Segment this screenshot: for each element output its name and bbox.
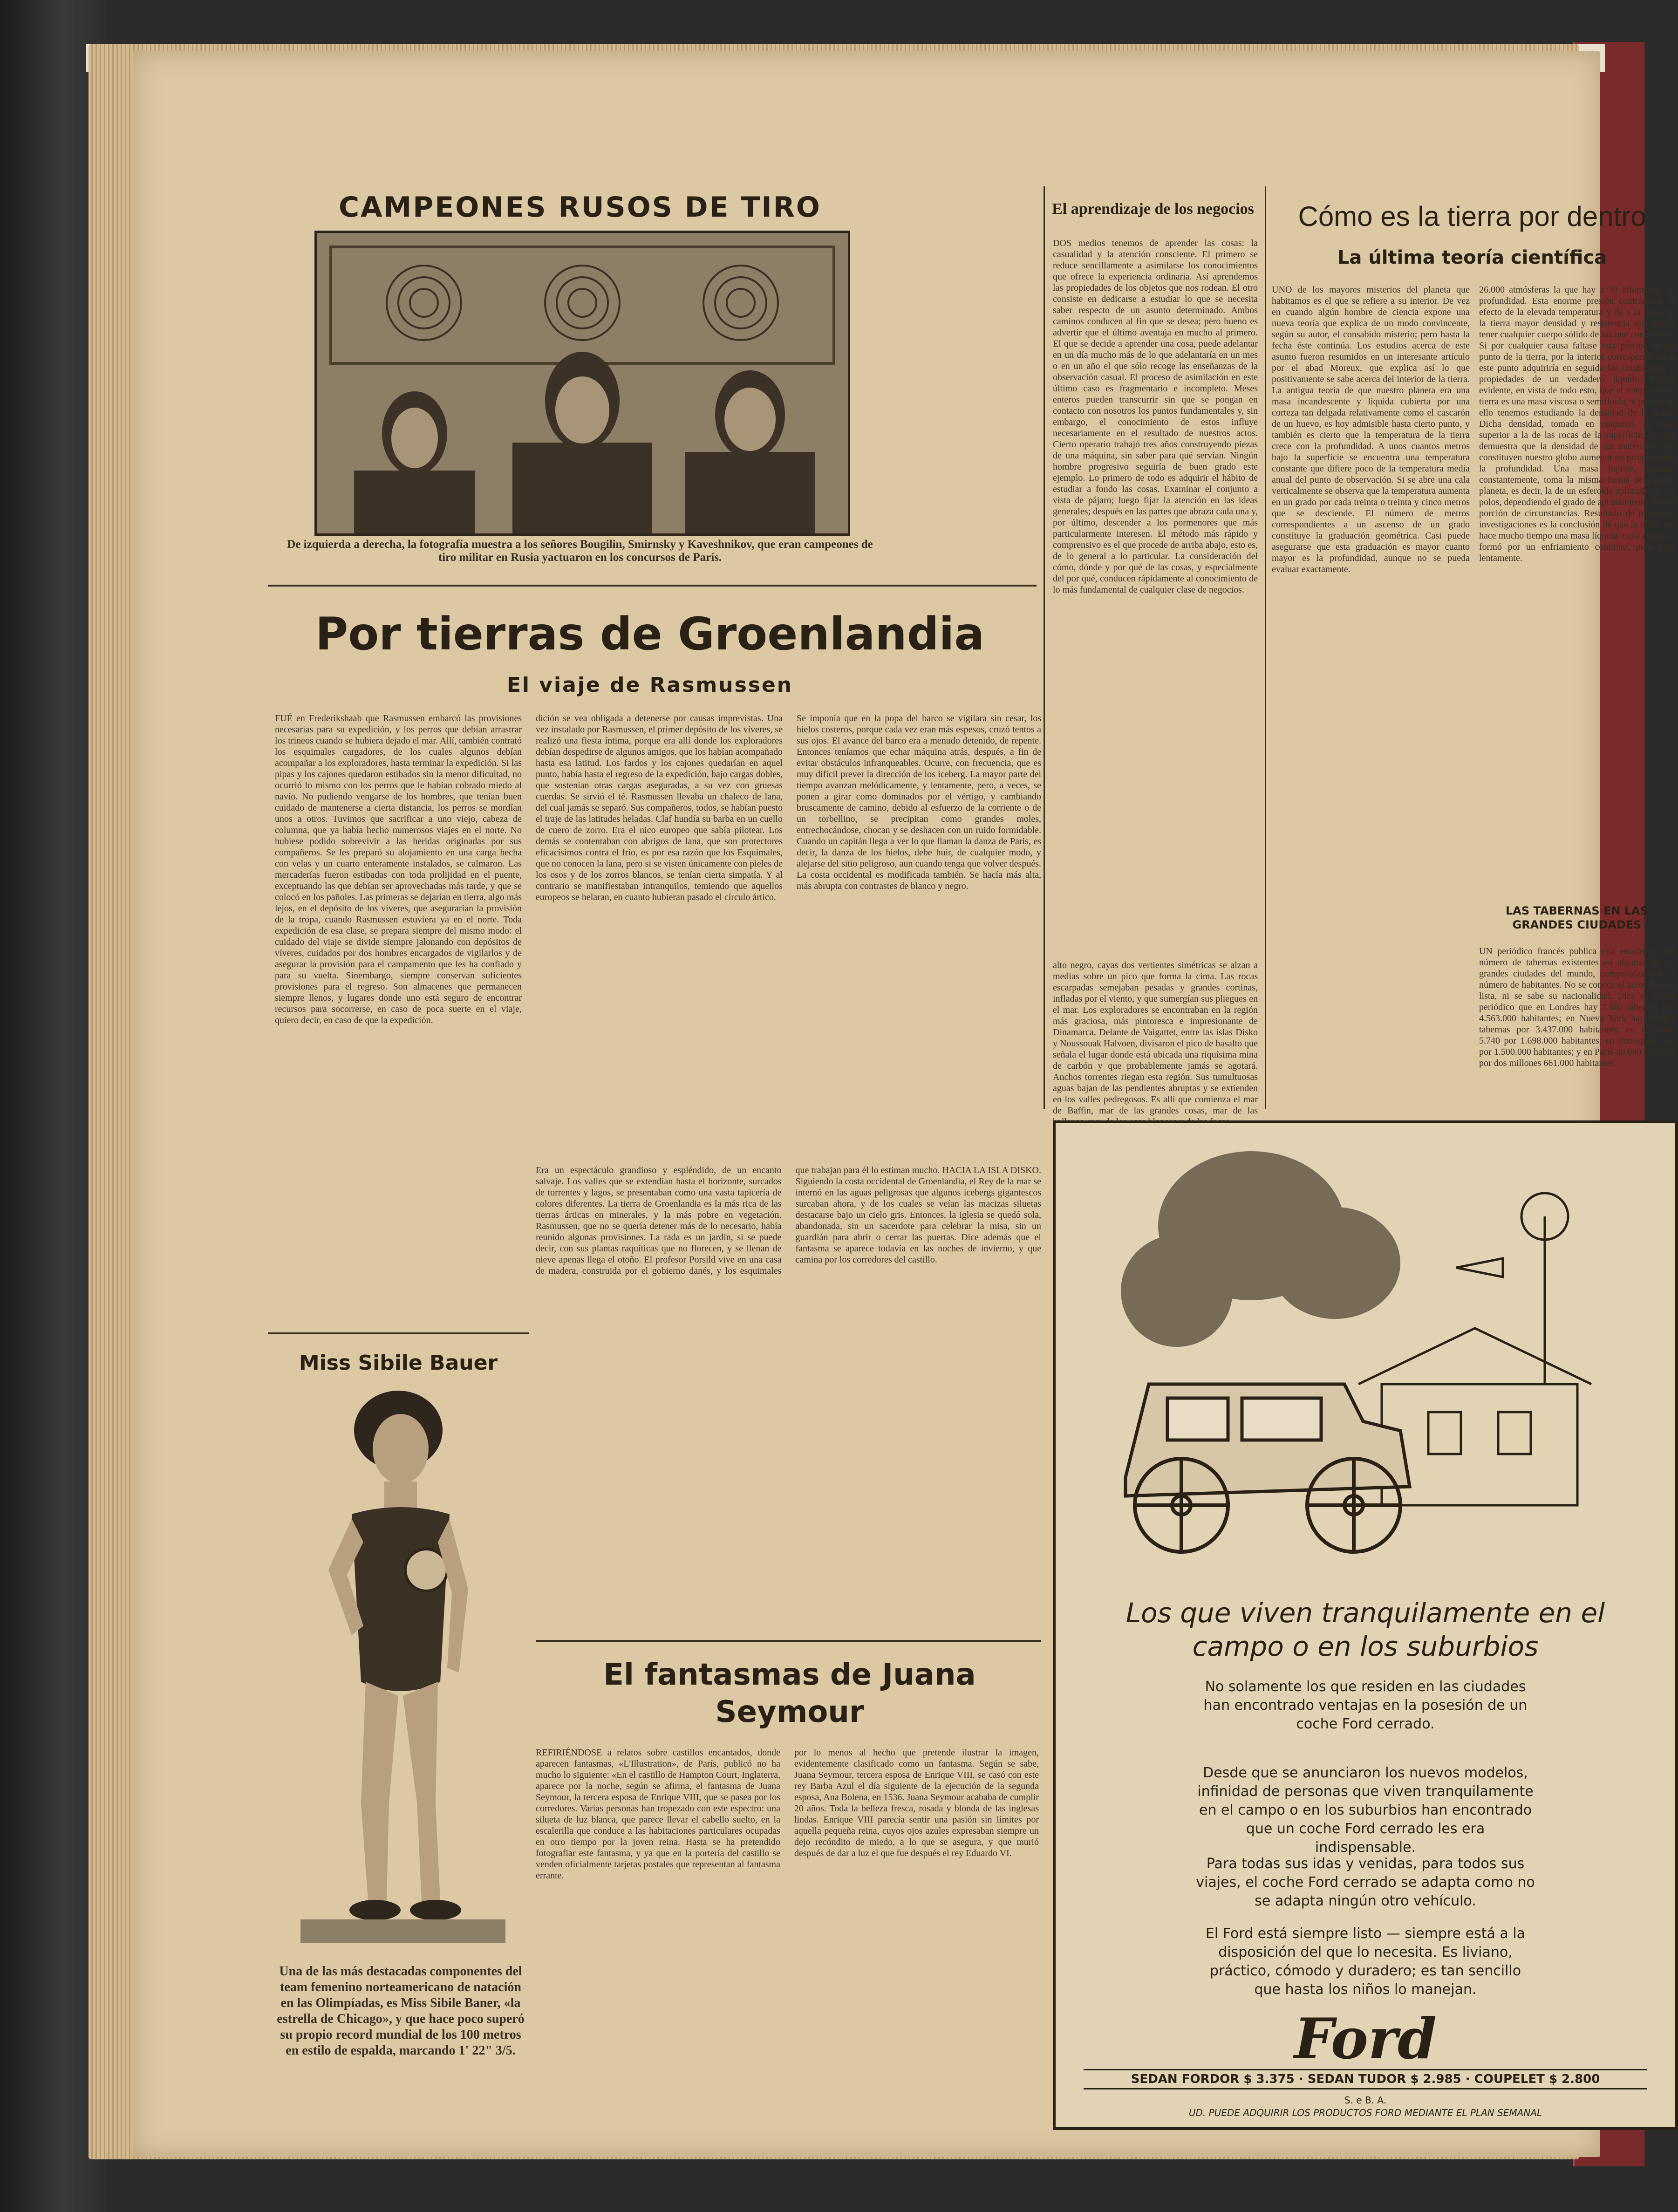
tierra-col1: UNO de los mayores misterios del planeta que habitamos es el que se refiere a su interior. De vez en cuando algún hombre de ciencia expone una nueva teoría que explica de un modo convincente, según su autor, el consabido misterio; pero hasta la fecha éste continúa. Los estudios acerca de este asunto fueron resumidos en un interesante artículo por el abad Moreux, que explica así lo que positivamente se sabe acerca del interior de la tierra. La antigua teoría de que nuestro planeta era una masa incandescente y líquida cubierta por una corteza tan delgada relativamente como el cascarón de un huevo, es hoy admisible hasta cierto punto, y también es cierto que la temperatura de la tierra crece con la profundidad. A unos cuantos metros bajo la superficie se encuentra una temperatura constante que difiere poco de la temperatura media anual del punto de observación. Si se abre una cala verticalmente se observa que la temperatura aumenta en un grado por cada treinta o treinta y cinco metros que se desciende. El número de metros correspondientes a un ascenso de un grado constituye la graduación geométrica. Casi puede asegurarse que esta graduación es mayor cuanto mayor es la profundidad, aunque no se pueda evaluar exactamente. [1272, 285, 1470, 574]
tabernas-body: UN periódico francés publica una estadística del número de tabernas existentes en algunas de las grandes ciudades del mundo, comparadas con el número de habitantes. No se conoce el autor de esta lista, ni se sabe su nacionalidad. Dice el citado periódico que en Londres hay 7.580 tabernas por 4.563.000 habitantes; en Nueva York hay 10.821 tabernas por 3.437.000 habitantes; en Chicago, 5.740 por 1.698.000 habitantes; en Petrograd, 513 por 1.500.000 habitantes; y en París 30.000 tabernas por dos millones 661.000 habitantes. [1479, 946, 1675, 1068]
newspaper-page [133, 51, 1675, 2157]
ford-small-note: S. e B. A. [1344, 2095, 1387, 2106]
ford-advertisement [1053, 1120, 1678, 2130]
tabernas-title: LAS TABERNAS EN LAS GRANDES CIUDADES [1505, 904, 1649, 931]
ford-logo: Ford [1294, 2006, 1437, 2072]
groenlandia-col2: dición se vea obligada a detenerse por causas imprevistas. Una vez instalado por Rasmussen, el primer depósito de los víveres, se realizó una fiesta íntima, porque era allí donde los exploradores debían despedirse de algunos amigos, que los habían acompañado hasta esa latitud. Los fardos y los cajones quedarían en aquel punto, había hasta el regreso de la expedición, bajo cargas dobles, que sostenían otras cargas aseguradas, a su vez con gruesas cuerdas. Se sirvió el té. Rasmussen llevaba un chaleco de lana, del cual jamás se separó. Sus compañeros, todos, se habían puesto el traje de las latitudes heladas. Claf hundía su barba en un cuello de cuero de zorro. Era el nico europeo que sabía pilotear. Los demás se contentaban con abrigos de lana, que son protectores eficacísimos contra el frío, es por esa razón que los Esquimales, que no conocen la lana, pero si se visten únicamente con pieles de los osos y de los zorros blancos, se tenían cierta simpatía. Y al contrario se manifiestaban intranquilos, temiendo que aquellos europeos se helaran, en cuanto hubieran pasado el círculo ártico. [536, 713, 783, 902]
tierra-col2: 26.000 atmósferas la que hay a 70 kilómetros de profundidad. Esta enorme presión contrarresta el efecto de la elevada temperatura y da a la masa de la tierra mayor densidad y resistencia que pueda tener cualquier cuerpo sólido de los que conocemos. Si por cualquier causa faltase esta presión en un punto de la tierra, por la interior correspondiente a este punto adquiriría en seguida las condiciones y propiedades de un verdadero líquido. Parece evidente, en vista de todo esto, que el interior de la tierra es una masa viscosa o semifluida, y prueba de ello tenemos estudiando la densidad de la tierra. Dicha densidad, tomada en conjunto, es muy superior a la de las rocas de la superficie, lo cual demuestra que la densidad de los materiales que constituyen nuestro globo aumenta en proporción a la profundidad. Una masa líquida, girando constantemente, toma la misma forma de nuestro planeta, es decir, la de un esferoide aplanado en los polos, dependiendo el grado de aplanamiento de una porción de circunstancias. Resultado de modernas investigaciones es la conclusión de que la tierra fué hace mucho tiempo una masa líquida, cuya costra se formó por un enfriamiento continuo, pero muy lentamente. [1479, 285, 1675, 563]
ford-car-illustration [1056, 1123, 1675, 1589]
divider-line [268, 585, 1037, 587]
aprendizaje-continuation: alto negro, cayas dos vertientes simétricas se alzan a medias sobre un pico que forma la cima. Las rocas escarpadas semejaban pesadas y grandes cortinas, infladas por el viento, y que sumergían sus pliegues en el mar. Los exploradores se encontraban en la región más graciosa, más pintoresca e impresionante de Dinamarca. Delante de Vaigattet, entre las islas Disko y Noussouak Halvoen, divisaron el pico de basalto que señala el lugar donde está ubicada una riquísima mina de carbón y que probablemente jamás se agotará. Anchos torrentes riegan esta región. Sus tumultuosas aguas bajan de las pendientes abruptas y se extienden en los valles pedregosos. Es allí que comienza el mar de Baffin, mar de las grandes cosas, mar de las [1053, 960, 1258, 1116]
ford-paragraph-2: Desde que se anunciaron los nuevos modelos, infinidad de personas que viven tranquilamente en el campo o en los suburbios han encontrado que un coche Ford cerrado les era indispensable. [1197, 1765, 1534, 1856]
groenlandia-col3: Se imponía que en la popa del barco se vigilara sin cesar, los hielos costeros, porque cada vez eran más espesos, cruzó tentos a sus ojos. El avance del barco era a menudo detenido, de repente. Entonces teníamos que echar máquina atrás, después, a fin de evitar obstáculos infranqueables. Ocurre, con frecuencia, que es muy difícil prever la dirección de los iceberg. La mayor parte del tiempo avanzan melódicamente, y lentamente, pero, a veces, se ponen a girar como dominados por el vértigo, y cambiando bruscamente de camino, debido al esfuerzo de la corriente o de un torbellino, se precipitan como grandes moles, entrechocándose, chocan y se deshacen con un ruido formidable. Cuando un capitán llega a ver lo que llaman la danza de Paris, es decir, la danza de los hielos, debe huir, de cualquier modo, y alejarse del sitio peligroso, aun cuando tenga que volver después. La costa occidental es modificada también. Se hacía más alta, más abrupta con contrastes de blanco y negro. [797, 713, 1041, 891]
divider-line [536, 1640, 1041, 1642]
ford-footer: UD. PUEDE ADQUIRIR LOS PRODUCTOS FORD MEDIANTE EL PLAN SEMANAL [1188, 2107, 1542, 2118]
groenlandia-title: Por tierras de Groenlandia [315, 608, 985, 660]
miss-title: Miss Sibile Bauer [299, 1351, 498, 1375]
ford-prices: SEDAN FORDOR $ 3.375 · SEDAN TUDOR $ 2.985 · COUPELET $ 2.800 [1084, 2069, 1647, 2089]
divider-line [268, 1332, 529, 1334]
column-divider [1044, 186, 1045, 1109]
ford-paragraph-1: No solamente los que residen en las ciudades han encontrado ventajas en la posesión de un coche Ford cerrado. [1203, 1679, 1528, 1732]
ford-paragraph-3: Para todas sus idas y venidas, para todos sus viajes, el coche Ford cerrado se adapta como no se adapta ningún otro vehículo. [1196, 1856, 1535, 1909]
aprendizaje-body: DOS medios tenemos de aprender las cosas: la casualidad y la atención consciente. El primero se reduce sencillamente a asimilarse los conocimientos que ofrece la experiencia ordinaria. Así aprendemos las propiedades de los objetos que nos rodean. El otro consiste en dedicarse a estudiar lo que se necesita saber respecto de un asunto determinado. Ambos caminos conducen al fin que se desea; pero bueno es advertir que el último aventaja en mucho al primero. El que se decide a aprender una cosa, puede adelantar en un día mucho más de lo que adelantaría en un mes o en un año el que sólo recoge las enseñanzas de la observación casual. El proceso de asimilación en este último caso es fragmentario e incompleto. Meses enteros pueden transcurrir sin que se pongan en contacto con nosotros los puntos fundamentales y, sin embargo, el conocimiento de estos influye necesariamente en el resultado de nuestros actos. Cierto operario trabajó tres años construyendo piezas de una máquina, sin saber para qué servían. Ningún hombre progresivo seguiría de buen grado este ejemplo. Lo primero de todo es adquirir el hábito de estudiar a fondo las cosas. Examinar el conjunto a vista de pájaro; luego fijar la atención en las ideas generales; después en las partes que abraza cada una y, por último, descender a los pormenores que más particularmente interesen. El método más rápido y comprensivo es el que procede de arriba abajo, esto es, de lo general a lo particular. La consideración del cómo, dónde y por qué de las cosas, y especialmente del por qué, conducen rápidamente al conocimiento de lo más fundamental de cualquier clase de negocios. [1053, 238, 1258, 595]
juana-mid-column: Era un espectáculo grandioso y espléndido, de un encanto salvaje. Los valles que se extendían hasta el horizonte, surcados de torrentes y lagos, se presentaban como una vasta tapicería de colores diferentes. La tierra de Groenlandia es la más rica de las tierras árticas en minerales, y la más pobre en vegetación. Rasmussen, que no se quería detener más de lo necesario, había reunido algunas provisiones. La rada es un jardín, si se puede decir, con sus plantas raquíticas que no florecen, y se llenan de nieve apenas llega el otoño. El profesor Porsild vive en una casa de madera, construida por el gobierno danés, y los esquimales que trabajan para él lo estiman mucho. HACIA LA ISLA DISKO. Siguiendo la costa occidental de Groenlandia, el Rey de la mar se internó en las aguas peligrosas que algunos icebergs gigantescos surcaban ahora, y de los cuales se veían las macizas siluetas destacarse bajo un cielo gris. Entonces, la iglesia se quedó sola, abandonada, sin un sacerdote para celebrar la misa, sin un guardián para abrir o cerrar las puertas. Dice además que el fantasma se aparece todavía en las noches de invierno, y que camina por los corredores del castillo. [536, 1165, 1041, 1276]
juana-col1: REFIRIÉNDOSE a relatos sobre castillos encantados, donde aparecen fantasmas, «L'Illustration», de París, publicó no ha mucho lo siguiente: «En el castillo de Hampton Court, Inglaterra, aparece por la noche, según se afirma, el fantasma de Juana Seymour, la tercera esposa de Enrique VIII, que se pasea por los corredores. Varias personas han tropezado con este espectro: una silueta de luz blanca, que parece llevar el cabello suelto, en la escalerilla que conduce a las habitaciones particulares ocupadas en otro tiempo por la joven reina. Hasta se ha pretendido fotografiar este fantasma, y ya que en la portería del castillo se venden oficialmente tarjetas postales que representan al fantasma errante. [536, 1748, 780, 1881]
groenlandia-col1: FUÉ en Frederikshaab que Rasmussen embarcó las provisiones necesarias para su expedición, y los perros que debían arrastrar los trineos cuando se hubiera dejado el mar. Allí, también contrató los esquimales cargadores, de los cuales algunos debían acompañar a los exploradores, hasta terminar la expedición. Si las pipas y los cajones quedaron estibados sin la menor dificultad, no ocurrió lo mismo con los perros que le habían cobrado miedo al navío. No pudiendo vengarse de los hombres, que tenían buen cuidado de mantenerse a cierta distancia, los perros se mordían unos a otros. Tuvimos que sacrificar a uno viejo, cabeza de columna, que ya había hecho numerosos viajes en el norte. No hubiese podido sobrevivir a las heridas originadas por sus compañeros. Se les preparó su alojamiento en una carga hecha con velas y un cuarto enteramente instalados, se calmaron. Las mercaderías fueron estibadas con toda prolijidad en el puente, exceptuando las que debían ser aprovechadas más tarde, y que se colocó en los pañoles. Las primeras se dejarían en tierra, algo más lejos, en el depósito de los víveres, que asegurarían la provisión de la tropa, cuando Rasmussen estuviera ya en el norte. Toda expedición de esa clase, se prepara siempre del mismo modo: el cuidado del viaje se divide siempre jalonando con depósitos de víveres, cuidados por dos hombres encargados de vigilarlos y de asegurar la provisión para el campamento que les ha confiado y para su vuelta. Sinembargo, siempre conservan suficientes provisiones para el regreso. Son almacenes que permanecen siempre llenos, y lugares donde uno está seguro de encontrar recursos para socorrerse, en caso de poca suerte en el viaje, quiero decir, en caso de que la expedición. [275, 713, 522, 1025]
tierra-title: Cómo es la tierra por dentro [1298, 201, 1646, 232]
column-divider [1265, 186, 1266, 1109]
swimmer-photo [282, 1393, 524, 1952]
groenlandia-subtitle: El viaje de Rasmussen [506, 673, 793, 697]
tierra-subtitle: La última teoría científica [1337, 247, 1607, 268]
aprendizaje-title: El aprendizaje de los negocios [1052, 200, 1254, 218]
ford-paragraph-4: El Ford está siempre listo — siempre está a la disposición del que lo necesita. Es liviano, práctico, cómodo y duradero; es tan sencillo que hasta los niños lo manejan. [1205, 1925, 1526, 1998]
campeones-caption: De izquierda a derecha, la fotografía muestra a los señores Bougilin, Smirnsky y Kaveshnikov, que eran campeones de tiro militar en Rusia yactuaron en los concursos de París. [287, 538, 873, 564]
shooters-photo [314, 231, 850, 536]
juana-title: El fantasmas de Juana Seymour [603, 1658, 976, 1729]
swimmer-illustration [282, 1393, 524, 1952]
ford-headline: Los que viven tranquilamente en el campo o en los suburbios [1125, 1597, 1605, 1662]
shooters-illustration [317, 233, 848, 533]
campeones-title: CAMPEONES RUSOS DE TIRO [339, 191, 821, 224]
miss-caption: Una de las más destacadas componentes del team femenino norteamericano de natación en las Olimpíadas, es Miss Sibile Baner, «la estrella de Chicago», y que hace poco superó su propio record mundial de los 100 metros en estilo de espalda, marcando 1' 22" 3/5. [277, 1964, 525, 2058]
juana-col2: por lo menos al hecho que pretende ilustrar la imagen, evidentemente clasificado como un fantasma. Según se sabe, Juana Seymour, tercera esposa de Enrique VIII, se casó con este rey Barba Azul el día siguiente de la ejecución de la segunda esposa, Ana Bolena, en 1536. Juana Seymour acababa de cumplir 20 años. Toda la belleza fresca, rosada y blonda de las inglesas lindas. Enrique VIII parecía sentir una pasión sin límites por aquella pequeña reina, cuyos ojos azules expresaban siempre un dejo recóndito de miedo, a lo que se asegura, y que murió después de dar a luz el que fue después el rey Eduardo VI. [794, 1748, 1039, 1858]
